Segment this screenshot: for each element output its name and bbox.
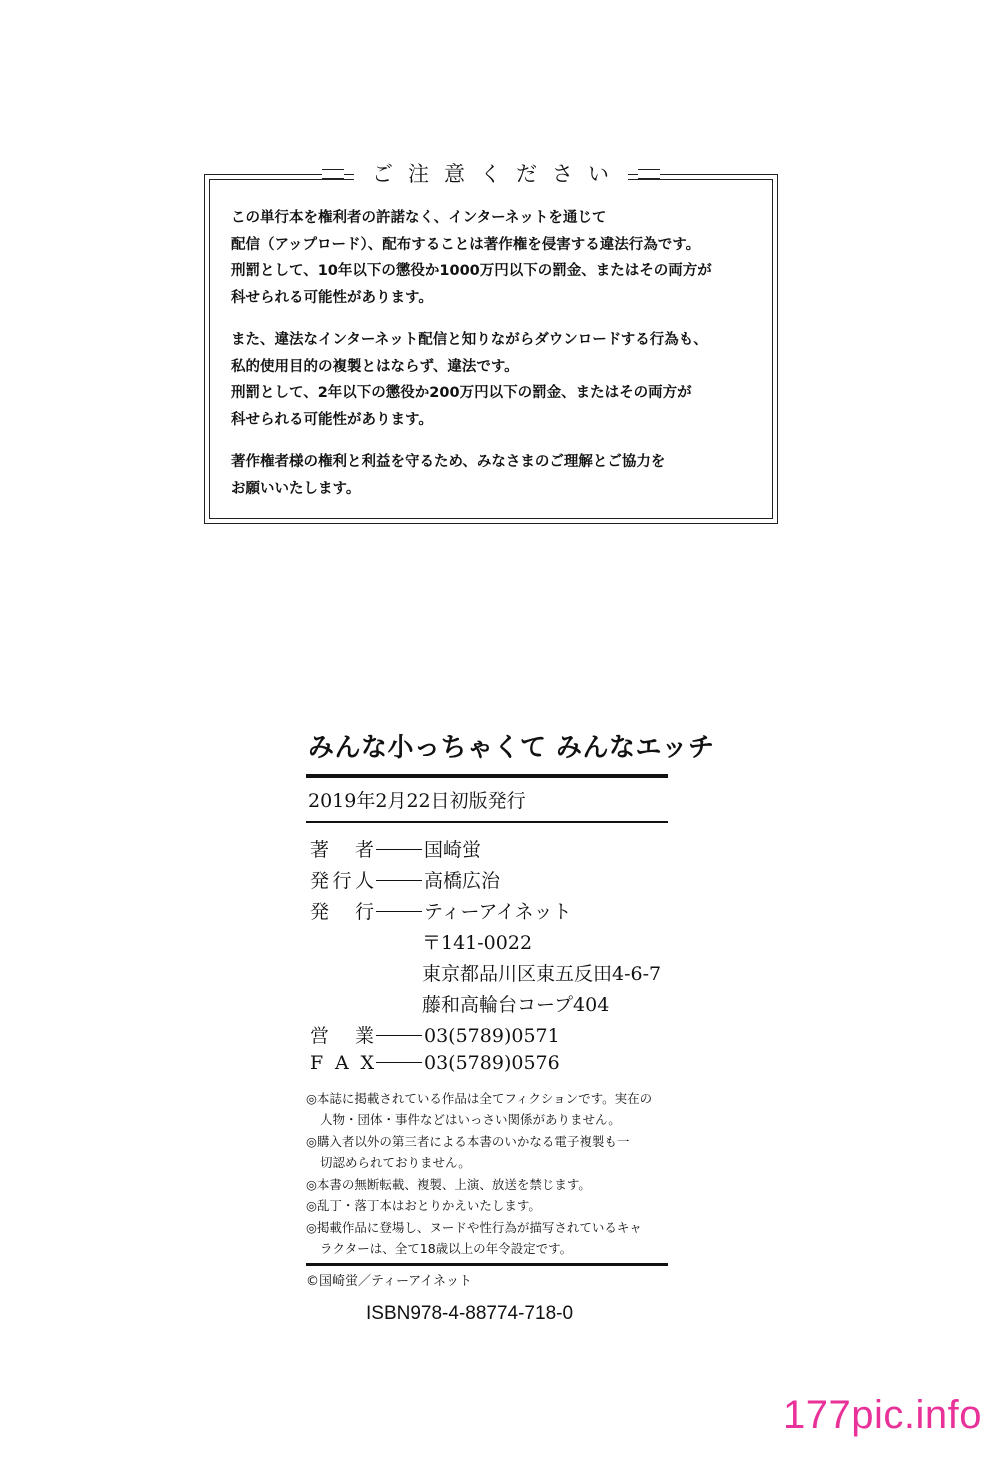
- note-line: ◎購入者以外の第三者による本書のいかなる電子複製も一: [306, 1133, 630, 1149]
- notice-line: 著作権者様の権利と利益を守るため、みなさまのご理解とご協力を: [231, 454, 666, 470]
- note-line: ◎本書の無断転載、複製、上演、放送を禁じます。: [306, 1176, 591, 1192]
- notice-line: 配信（アップロード）、配布することは著作権を侵害する違法行為です。: [231, 236, 701, 253]
- publisher-person-name: 高橋広治: [424, 869, 501, 892]
- notice-paragraph: [231, 449, 761, 502]
- dash-separator: [376, 1035, 422, 1036]
- publication-date: 2019年2月22日初版発行: [308, 790, 526, 812]
- note-line: ラクターは、全て18歳以上の年令設定です。: [320, 1241, 573, 1256]
- notice-box: [204, 162, 778, 524]
- credit-sales: [306, 1021, 668, 1052]
- note-line: ◎本誌に掲載されている作品は全てフィクションです。実在の: [306, 1090, 653, 1106]
- dash-separator: [376, 849, 422, 850]
- isbn: ISBN978-4-88774-718-0: [366, 1302, 574, 1324]
- author-name: 国崎蛍: [424, 838, 482, 861]
- note-line: ◎掲載作品に登場し、ヌードや性行為が描写されているキャ: [306, 1219, 642, 1235]
- dash-separator: [376, 880, 422, 881]
- colophon: [306, 730, 715, 1327]
- address-line-2: 藤和高輪台コープ404: [422, 993, 610, 1016]
- notice-title-bar: [205, 157, 777, 191]
- credit-fax: [306, 1052, 668, 1083]
- note-line: ◎乱丁・落丁本はおとりかえいたします。: [306, 1198, 541, 1213]
- fax-number: 03(5789)0576: [424, 1051, 560, 1074]
- notice-line: 私的使用目的の複製とはならず、違法です。: [231, 358, 519, 375]
- title-rule: [306, 774, 668, 778]
- notice-line: この単行本を権利者の許諾なく、インターネットを通じて: [231, 210, 607, 226]
- credit-publisher-person: [306, 866, 668, 897]
- notice-body: [231, 205, 761, 518]
- dash-separator: [376, 1062, 422, 1063]
- title-decoration-left: [322, 169, 344, 179]
- notice-line: また、違法なインターネット配信と知りながらダウンロードする行為も、: [231, 332, 708, 348]
- copyright: ©国崎蛍／ティーアイネット: [306, 1273, 473, 1289]
- notice-line: お願いいたします。: [231, 480, 361, 497]
- author-label: 著 者: [310, 838, 374, 861]
- address-line-1: 東京都品川区東五反田4-6-7: [422, 962, 662, 985]
- note-line: 人物・団体・事件などはいっさい関係がありません。: [320, 1112, 621, 1127]
- dash-separator: [376, 911, 422, 912]
- publisher-label: 発 行: [310, 900, 374, 923]
- sales-phone: 03(5789)0571: [424, 1024, 560, 1047]
- title-decoration-right: [638, 169, 660, 179]
- sales-label: 営 業: [310, 1024, 374, 1047]
- publisher-person-label: 発行人: [310, 869, 374, 892]
- credits: [306, 835, 668, 1083]
- notice-title: ご注意ください: [354, 157, 628, 191]
- notice-line: 刑罰として、2年以下の懲役か200万円以下の罰金、またはその両方が: [231, 385, 692, 401]
- credit-author: [306, 835, 668, 866]
- notice-paragraph: [231, 327, 761, 433]
- notice-line: 刑罰として、10年以下の懲役か1000万円以下の罰金、またはその両方が: [231, 263, 712, 279]
- notes: [306, 1088, 668, 1260]
- fax-label: F A X: [310, 1051, 374, 1074]
- publisher-name: ティーアイネット: [424, 900, 572, 923]
- book-title: みんな小っちゃくて みんなエッチ: [308, 733, 715, 763]
- credit-publisher: [306, 897, 668, 928]
- note-line: 切認められておりません。: [320, 1155, 471, 1170]
- notice-line: 科せられる可能性があります。: [231, 411, 433, 428]
- copyright-rule: [306, 1263, 668, 1266]
- date-rule: [306, 821, 668, 823]
- postal-code: 〒141-0022: [422, 931, 533, 954]
- watermark: 177pic.info: [783, 1393, 982, 1437]
- notice-paragraph: [231, 205, 761, 311]
- notice-line: 科せられる可能性があります。: [231, 289, 433, 306]
